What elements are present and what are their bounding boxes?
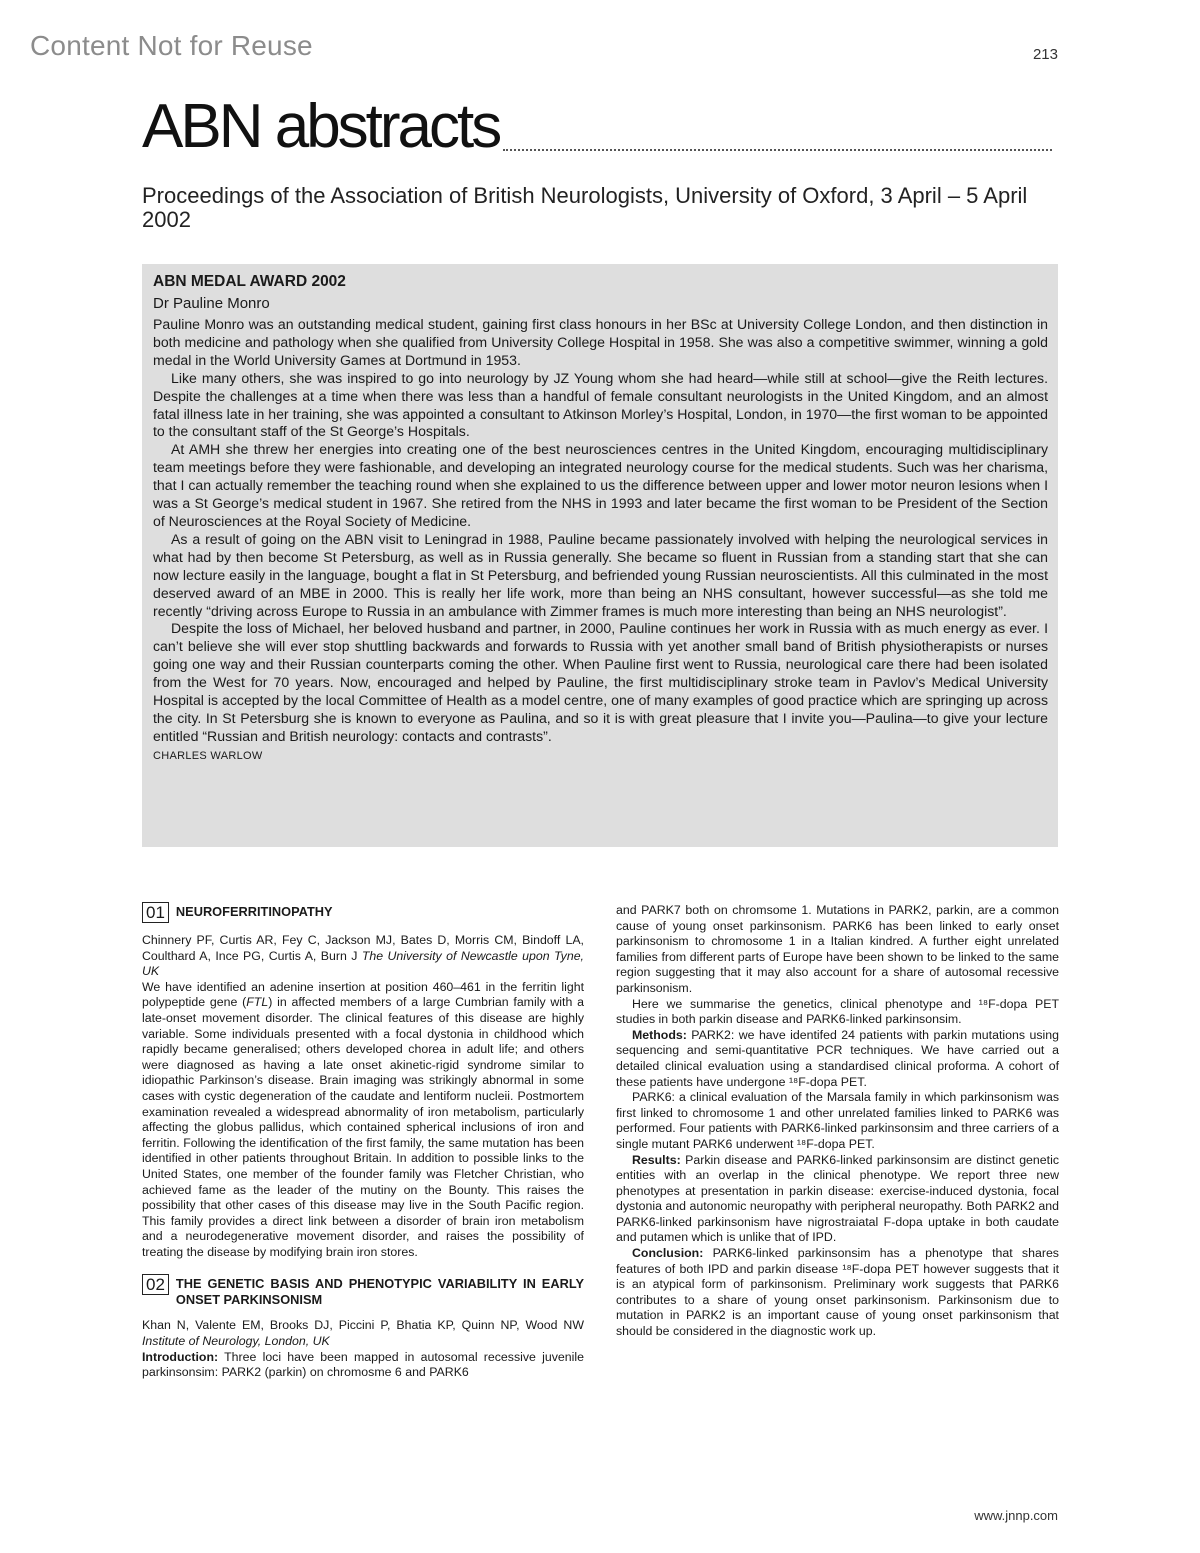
abstract-01-authors [142, 933, 584, 980]
abstract-02-results [616, 1153, 1059, 1247]
abstract-02-methods [616, 1028, 1059, 1090]
page-number: 213 [1032, 46, 1058, 63]
abstract-number: 01 [142, 902, 169, 923]
abstract-title: NEUROFERRITINOPATHY [175, 904, 333, 919]
abstract-02-header [142, 1274, 584, 1308]
abstract-02-summary: Here we summarise the genetics, clinical phenotype and ¹⁸F-dopa PET studies in both parkin disease and PARK6-linked parkinsonsim. [616, 996, 1059, 1027]
abstract-02-park6: PARK6: a clinical evaluation of the Marsala family in which parkinsonism was first linked to chromosome 1 and other unrelated families linked to PARK6 was performed. Four patients with PARK6-linked parkinsonsim and three carriers of a single mutant PARK6 underwent ¹⁸F-dopa PET. [616, 1090, 1059, 1151]
institution: Institute of Neurology, London, UK [142, 1334, 330, 1349]
section-label: Results: [632, 1152, 681, 1167]
body-text: PARK2: we have identifed 24 patients with parkin mutations using sequencing and semi-quantitative PCR techniques. We have carried out a detailed clinical evaluation using a standardised clinical proforma. A cohort of these patients have undergone ¹⁸F-dopa PET. [616, 1027, 1059, 1089]
body-text: Three loci have been mapped in autosomal recessive juvenile parkinsonsim: PARK2 (parkin) on chromosme 6 and PARK6 [142, 1349, 584, 1380]
gene-name: FTL [246, 995, 269, 1010]
medal-paragraph: Despite the loss of Michael, her beloved husband and partner, in 2000, Pauline continues her work in Russia with as much energy as ever. I can’t believe she will ever stop shuttling backwards and forwards to Russia with yet another small band of British physiotherapists or nurses going one way and their Russian counterparts coming the other. When Pauline first went to Russia, neurological care there had been isolated from the West for 70 years. Now, encouraged and helped by Pauline, the first multidisciplinary stroke team in Pavlov’s Medical University Hospital is accepted by the local Committee of Health as a model centre, one of many examples of good practice which are springing up across the city. In St Petersburg she is known to everyone as Paulina, and so it is with great pleasure that I invite you—Paulina—to give your lecture entitled “Russian and British neurology: contacts and contrasts”. [153, 620, 1048, 744]
body-text: Parkin disease and PARK6-linked parkinsonsim are distinct genetic entities with an overlap in the clinical phenotype. We report three new phenotypes at presentation in parkin disease: exercise-induced dystonia, focal dystonia and autonomic neuropathy with peripheral neuropathy. Both PARK2 and PARK6-linked parkinsonism have nigrostraiatal F-dopa uptake in both caudate and putamen which is unlike that of IPD. [616, 1152, 1059, 1245]
abstract-02-authors [142, 1318, 584, 1349]
left-column [142, 902, 584, 1381]
medal-author: CHARLES WARLOW [153, 749, 263, 762]
watermark: Content Not for Reuse [30, 30, 313, 61]
medal-heading: ABN MEDAL AWARD 2002 [153, 273, 346, 290]
abstract-title: THE GENETIC BASIS AND PHENOTYPIC VARIABILITY IN EARLY ONSET PARKINSONISM [175, 1276, 584, 1308]
medal-honoree: Dr Pauline Monro [153, 295, 270, 312]
spacer [142, 1260, 584, 1274]
section-label: Methods: [632, 1027, 687, 1042]
section-label: Conclusion: [632, 1246, 704, 1261]
abstract-02-introduction [142, 1350, 584, 1381]
abstract-02-introduction-cont: and PARK7 both on chromsome 1. Mutations in PARK2, parkin, are a common cause of young onset parkinsonism. PARK6 has been linked to early onset parkinsonism to chromosome 1 in a Italian kindred. A further eight unrelated families from different parts of Europe have been shown to be linked to the same region suggesting that it may also account for a share of autosomal recessive parkinsonism. [616, 903, 1059, 995]
masthead-dotted-rule [503, 148, 1052, 151]
medal-paragraph: Pauline Monro was an outstanding medical student, gaining first class honours in her BSc at University College London, and then distinction in both medicine and pathology when she qualified from University College Hospital in 1958. She was also a competitive swimmer, winning a gold medal in the World University Games at Dortmund in 1953. [153, 316, 1048, 368]
body-text: We have identified an adenine insertion at position 460–461 in the ferritin light polypeptide gene ( [142, 979, 584, 1010]
author-list: Khan N, Valente EM, Brooks DJ, Piccini P, Bhatia KP, Quinn NP, Wood NW [142, 1318, 584, 1333]
medal-paragraph: Like many others, she was inspired to go into neurology by JZ Young whom she had heard—while still at school—give the Reith lectures. Despite the challenges at a time when there was less than a handful of female consultant neurologists in the United Kingdom, and an almost fatal illness late in her training, she was appointed a consultant to Atkinson Morley’s Hospital, London, in 1970—the first woman to be appointed to the consultant staff of the St George’s Hospitals. [153, 369, 1048, 440]
abstract-number: 02 [142, 1274, 169, 1295]
proceedings-subtitle: Proceedings of the Association of British Neurologists, University of Oxford, 3 April – 5 April 2002 [142, 183, 1028, 233]
medal-award-box [142, 264, 1058, 847]
abstract-02-conclusion [616, 1246, 1059, 1340]
right-column [616, 903, 1059, 1340]
body-text: ) in affected members of a large Cumbrian family with a late-onset movement disorder. The clinical features of this disease are highly variable. Some individuals presented with a focal dystonia in childhood which rapidly became generalised; others developed chorea in adult life; and others were diagnosed as having a late onset akinetic-rigid syndrome similar to idiopathic Parkinson’s disease. Brain imaging was strikingly abnormal in some cases with cystic degeneration of the caudate and lentiform nucleii. Postmortem examination revealed a widespread abnormality of iron metabolism, particularly affecting the globus pallidus, which contained spherical inclusions of iron and ferritin. Following the identification of the first family, the same mutation has been identified in other patients throughout Britain. In addition to possible links to the United States, one member of the founder family was Fletcher Christian, who achieved fame as the leader of the mutiny on the Bounty. This raises the possibility that other cases of this disease may live in the South Pacific region. This family provides a direct link between a disorder of brain iron metabolism and a neurodegenerative movement disorder, and raises the possibility of treating the disease by modifying brain iron stores. [142, 995, 584, 1259]
medal-paragraph: At AMH she threw her energies into creating one of the best neurosciences centres in the United Kingdom, encouraging multidisciplinary team meetings before they were fashionable, and developing an integrated neurology course for the medical students. Such was her charisma, that I can actually remember the teaching round when she explained to us the difference between upper and lower motor neuron lesions when I was a St George’s medical student in 1967. She retired from the NHS in 1993 and later became the first woman to be President of the Section of Neurosciences at the Royal Society of Medicine. [153, 441, 1048, 529]
author-list: Chinnery PF, Curtis AR, Fey C, Jackson MJ, Bates D, Morris CM, Bindoff LA, Coulthard A, Ince PG, Curtis A, Burn J [142, 933, 584, 963]
masthead-title: ABN abstracts [142, 92, 500, 161]
body-text: PARK6-linked parkinsonsim has a phenotype that shares features of both IPD and parkin disease ¹⁸F-dopa PET however suggests that it is an atypical form of parkinsonism. Preliminary work suggests that PARK6 contributes to a share of young onset parkinsonism. Parkinsonism due to mutation in PARK2 is an important cause of young onset parkinsonism that should be considered in the diagnostic work up. [616, 1246, 1059, 1339]
section-label: Introduction: [142, 1349, 219, 1364]
masthead [142, 88, 1052, 161]
medal-paragraph: As a result of going on the ABN visit to Leningrad in 1988, Pauline became passionately involved with helping the neurological services in what had by then become St Petersburg, as well as in Russia generally. She became so fluent in Russian from a standing start that she can now lecture easily in the language, bought a flat in St Petersburg, and befriended young Russian neuroscientists. All this culminated in the most deserved award of an MBE in 2000. This is really her life work, more than being an NHS consultant, however successful—as she told me recently “driving across Europe to Russia in an ambulance with Zimmer frames is much more interesting than being an NHS neurologist”. [153, 530, 1048, 619]
institution: The University of Newcastle upon Tyne, UK [142, 948, 584, 979]
abstract-01-body [142, 980, 584, 1261]
footer-url: www.jnnp.com [974, 1508, 1058, 1523]
abstract-01-header [142, 902, 584, 923]
